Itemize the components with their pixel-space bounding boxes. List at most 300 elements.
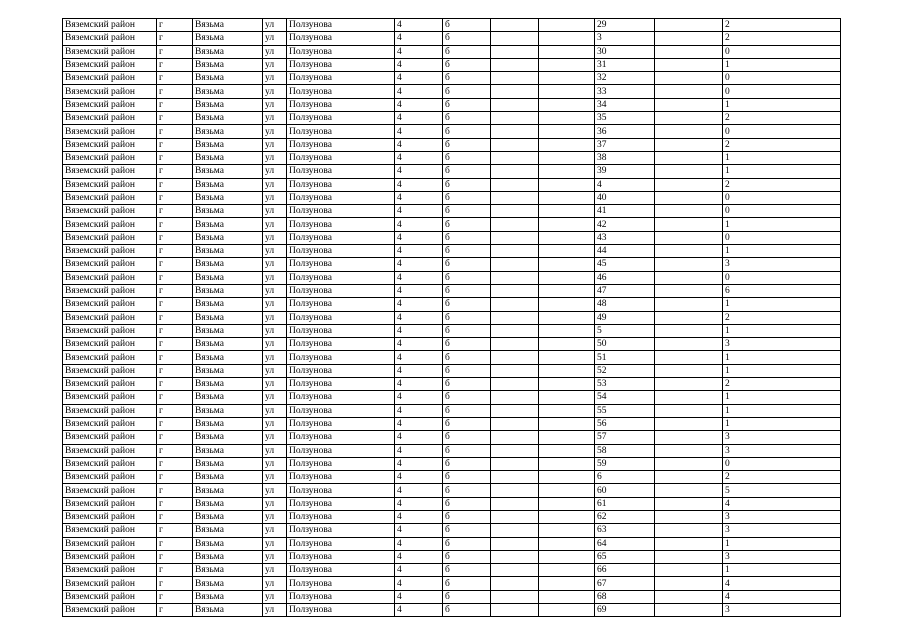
table-row (63, 125, 841, 138)
cell-street-type: ул (263, 98, 287, 111)
cell-count: 0 (723, 191, 841, 204)
cell-locality-type: г (157, 19, 193, 32)
cell-house: 4 (395, 497, 443, 510)
cell-building: б (443, 524, 491, 537)
cell-city: Вязьма (193, 45, 263, 58)
cell-locality-type: г (157, 524, 193, 537)
cell-building: б (443, 324, 491, 337)
cell-locality-type: г (157, 231, 193, 244)
cell-col-9 (539, 19, 595, 32)
cell-col-8 (491, 338, 539, 351)
cell-col-11 (655, 178, 723, 191)
cell-count: 1 (723, 98, 841, 111)
cell-district: Вяземский район (63, 231, 157, 244)
cell-col-9 (539, 338, 595, 351)
cell-col-11 (655, 85, 723, 98)
cell-building: б (443, 245, 491, 258)
table-row (63, 351, 841, 364)
cell-col-8 (491, 258, 539, 271)
cell-city: Вязьма (193, 85, 263, 98)
cell-street-type: ул (263, 258, 287, 271)
cell-count: 0 (723, 271, 841, 284)
cell-locality-type: г (157, 85, 193, 98)
cell-col-11 (655, 45, 723, 58)
cell-col-11 (655, 338, 723, 351)
cell-house: 4 (395, 510, 443, 523)
cell-city: Вязьма (193, 271, 263, 284)
cell-street-type: ул (263, 231, 287, 244)
cell-street-type: ул (263, 417, 287, 430)
cell-count: 2 (723, 32, 841, 45)
cell-city: Вязьма (193, 72, 263, 85)
cell-street: Ползунова (287, 338, 395, 351)
table-row (63, 510, 841, 523)
cell-apartment: 67 (595, 577, 655, 590)
cell-building: б (443, 205, 491, 218)
cell-street-type: ул (263, 298, 287, 311)
cell-col-9 (539, 404, 595, 417)
cell-street-type: ул (263, 191, 287, 204)
cell-street: Ползунова (287, 417, 395, 430)
cell-street-type: ул (263, 510, 287, 523)
cell-locality-type: г (157, 151, 193, 164)
cell-city: Вязьма (193, 378, 263, 391)
table-row (63, 138, 841, 151)
cell-col-11 (655, 138, 723, 151)
cell-district: Вяземский район (63, 351, 157, 364)
cell-locality-type: г (157, 391, 193, 404)
cell-count: 0 (723, 205, 841, 218)
cell-apartment: 48 (595, 298, 655, 311)
cell-col-9 (539, 311, 595, 324)
cell-col-8 (491, 205, 539, 218)
table-row (63, 72, 841, 85)
cell-col-8 (491, 245, 539, 258)
cell-col-8 (491, 378, 539, 391)
cell-building: б (443, 165, 491, 178)
cell-count: 2 (723, 471, 841, 484)
table-row (63, 444, 841, 457)
cell-count: 1 (723, 351, 841, 364)
cell-col-9 (539, 85, 595, 98)
cell-district: Вяземский район (63, 298, 157, 311)
cell-district: Вяземский район (63, 58, 157, 71)
cell-building: б (443, 218, 491, 231)
cell-count: 3 (723, 258, 841, 271)
table-body (63, 19, 841, 617)
cell-col-11 (655, 590, 723, 603)
cell-count: 2 (723, 178, 841, 191)
data-table (62, 18, 841, 617)
cell-col-9 (539, 205, 595, 218)
cell-col-8 (491, 138, 539, 151)
cell-col-8 (491, 218, 539, 231)
cell-col-9 (539, 72, 595, 85)
cell-locality-type: г (157, 590, 193, 603)
cell-count: 1 (723, 391, 841, 404)
table-row (63, 178, 841, 191)
cell-col-11 (655, 524, 723, 537)
cell-city: Вязьма (193, 417, 263, 430)
cell-district: Вяземский район (63, 178, 157, 191)
cell-house: 4 (395, 178, 443, 191)
cell-locality-type: г (157, 404, 193, 417)
cell-locality-type: г (157, 577, 193, 590)
cell-street-type: ул (263, 550, 287, 563)
cell-apartment: 29 (595, 19, 655, 32)
cell-apartment: 30 (595, 45, 655, 58)
cell-building: б (443, 378, 491, 391)
cell-col-8 (491, 32, 539, 45)
cell-house: 4 (395, 112, 443, 125)
cell-apartment: 62 (595, 510, 655, 523)
cell-building: б (443, 604, 491, 617)
cell-col-11 (655, 271, 723, 284)
cell-house: 4 (395, 324, 443, 337)
cell-city: Вязьма (193, 590, 263, 603)
cell-apartment: 55 (595, 404, 655, 417)
table-row (63, 218, 841, 231)
cell-col-11 (655, 550, 723, 563)
cell-house: 4 (395, 417, 443, 430)
cell-apartment: 59 (595, 457, 655, 470)
cell-building: б (443, 550, 491, 563)
cell-city: Вязьма (193, 191, 263, 204)
cell-count: 6 (723, 284, 841, 297)
cell-apartment: 34 (595, 98, 655, 111)
cell-street-type: ул (263, 45, 287, 58)
cell-city: Вязьма (193, 510, 263, 523)
cell-locality-type: г (157, 258, 193, 271)
cell-district: Вяземский район (63, 564, 157, 577)
cell-locality-type: г (157, 338, 193, 351)
cell-locality-type: г (157, 98, 193, 111)
cell-house: 4 (395, 577, 443, 590)
cell-col-11 (655, 324, 723, 337)
cell-district: Вяземский район (63, 550, 157, 563)
cell-count: 3 (723, 550, 841, 563)
cell-col-8 (491, 125, 539, 138)
cell-apartment: 37 (595, 138, 655, 151)
cell-district: Вяземский район (63, 404, 157, 417)
cell-col-8 (491, 590, 539, 603)
cell-street: Ползунова (287, 550, 395, 563)
cell-house: 4 (395, 45, 443, 58)
cell-locality-type: г (157, 218, 193, 231)
cell-district: Вяземский район (63, 537, 157, 550)
cell-col-8 (491, 165, 539, 178)
cell-district: Вяземский район (63, 138, 157, 151)
cell-locality-type: г (157, 112, 193, 125)
cell-apartment: 69 (595, 604, 655, 617)
cell-street: Ползунова (287, 191, 395, 204)
cell-house: 4 (395, 98, 443, 111)
cell-district: Вяземский район (63, 218, 157, 231)
cell-street: Ползунова (287, 524, 395, 537)
cell-street: Ползунова (287, 112, 395, 125)
cell-street: Ползунова (287, 271, 395, 284)
cell-street: Ползунова (287, 537, 395, 550)
cell-city: Вязьма (193, 351, 263, 364)
cell-count: 0 (723, 85, 841, 98)
cell-locality-type: г (157, 298, 193, 311)
cell-street-type: ул (263, 85, 287, 98)
cell-city: Вязьма (193, 364, 263, 377)
cell-district: Вяземский район (63, 125, 157, 138)
cell-building: б (443, 351, 491, 364)
table-row (63, 338, 841, 351)
cell-col-8 (491, 564, 539, 577)
cell-col-11 (655, 577, 723, 590)
table-row (63, 191, 841, 204)
cell-locality-type: г (157, 457, 193, 470)
cell-house: 4 (395, 471, 443, 484)
cell-apartment: 44 (595, 245, 655, 258)
cell-building: б (443, 404, 491, 417)
cell-house: 4 (395, 85, 443, 98)
cell-house: 4 (395, 590, 443, 603)
cell-street-type: ул (263, 218, 287, 231)
cell-house: 4 (395, 125, 443, 138)
cell-building: б (443, 72, 491, 85)
cell-locality-type: г (157, 364, 193, 377)
cell-city: Вязьма (193, 444, 263, 457)
cell-street: Ползунова (287, 58, 395, 71)
cell-col-8 (491, 98, 539, 111)
cell-col-11 (655, 457, 723, 470)
cell-apartment: 65 (595, 550, 655, 563)
table-row (63, 32, 841, 45)
table-row (63, 577, 841, 590)
cell-locality-type: г (157, 471, 193, 484)
cell-col-9 (539, 324, 595, 337)
cell-city: Вязьма (193, 231, 263, 244)
cell-locality-type: г (157, 191, 193, 204)
cell-building: б (443, 311, 491, 324)
cell-locality-type: г (157, 537, 193, 550)
cell-apartment: 57 (595, 431, 655, 444)
cell-street: Ползунова (287, 85, 395, 98)
cell-district: Вяземский район (63, 311, 157, 324)
cell-apartment: 33 (595, 85, 655, 98)
cell-city: Вязьма (193, 138, 263, 151)
cell-city: Вязьма (193, 205, 263, 218)
cell-col-11 (655, 444, 723, 457)
cell-district: Вяземский район (63, 364, 157, 377)
cell-count: 2 (723, 19, 841, 32)
table-row (63, 19, 841, 32)
cell-col-11 (655, 284, 723, 297)
cell-col-9 (539, 298, 595, 311)
cell-col-8 (491, 497, 539, 510)
cell-house: 4 (395, 524, 443, 537)
cell-count: 1 (723, 151, 841, 164)
cell-apartment: 63 (595, 524, 655, 537)
cell-street-type: ул (263, 112, 287, 125)
cell-district: Вяземский район (63, 510, 157, 523)
cell-street: Ползунова (287, 391, 395, 404)
cell-house: 4 (395, 151, 443, 164)
cell-street: Ползунова (287, 604, 395, 617)
cell-locality-type: г (157, 444, 193, 457)
cell-street-type: ул (263, 564, 287, 577)
cell-count: 0 (723, 457, 841, 470)
cell-col-9 (539, 165, 595, 178)
cell-city: Вязьма (193, 338, 263, 351)
cell-col-9 (539, 245, 595, 258)
cell-col-9 (539, 258, 595, 271)
cell-district: Вяземский район (63, 32, 157, 45)
cell-col-8 (491, 58, 539, 71)
cell-city: Вязьма (193, 391, 263, 404)
cell-street: Ползунова (287, 351, 395, 364)
cell-city: Вязьма (193, 311, 263, 324)
cell-street-type: ул (263, 444, 287, 457)
cell-street-type: ул (263, 364, 287, 377)
cell-city: Вязьма (193, 98, 263, 111)
cell-col-11 (655, 125, 723, 138)
cell-building: б (443, 417, 491, 430)
cell-house: 4 (395, 338, 443, 351)
cell-building: б (443, 151, 491, 164)
cell-count: 3 (723, 431, 841, 444)
cell-street-type: ул (263, 165, 287, 178)
cell-count: 1 (723, 58, 841, 71)
cell-building: б (443, 45, 491, 58)
cell-col-9 (539, 112, 595, 125)
cell-col-8 (491, 45, 539, 58)
cell-street-type: ул (263, 284, 287, 297)
cell-street: Ползунова (287, 245, 395, 258)
cell-city: Вязьма (193, 471, 263, 484)
cell-col-11 (655, 484, 723, 497)
cell-house: 4 (395, 537, 443, 550)
cell-district: Вяземский район (63, 151, 157, 164)
cell-col-9 (539, 497, 595, 510)
cell-street-type: ул (263, 138, 287, 151)
cell-city: Вязьма (193, 165, 263, 178)
cell-house: 4 (395, 58, 443, 71)
table-row (63, 391, 841, 404)
cell-locality-type: г (157, 510, 193, 523)
cell-street: Ползунова (287, 564, 395, 577)
table-row (63, 58, 841, 71)
cell-locality-type: г (157, 125, 193, 138)
cell-house: 4 (395, 191, 443, 204)
cell-house: 4 (395, 231, 443, 244)
cell-street-type: ул (263, 311, 287, 324)
cell-house: 4 (395, 391, 443, 404)
cell-col-11 (655, 378, 723, 391)
cell-count: 1 (723, 417, 841, 430)
table-row (63, 112, 841, 125)
cell-locality-type: г (157, 497, 193, 510)
cell-building: б (443, 191, 491, 204)
cell-building: б (443, 284, 491, 297)
cell-count: 1 (723, 564, 841, 577)
cell-col-9 (539, 391, 595, 404)
cell-locality-type: г (157, 284, 193, 297)
cell-street: Ползунова (287, 298, 395, 311)
cell-col-8 (491, 72, 539, 85)
cell-building: б (443, 231, 491, 244)
cell-district: Вяземский район (63, 271, 157, 284)
cell-district: Вяземский район (63, 165, 157, 178)
cell-street-type: ул (263, 577, 287, 590)
cell-col-9 (539, 537, 595, 550)
cell-apartment: 42 (595, 218, 655, 231)
cell-col-8 (491, 550, 539, 563)
cell-street-type: ул (263, 431, 287, 444)
cell-district: Вяземский район (63, 205, 157, 218)
table-row (63, 404, 841, 417)
cell-locality-type: г (157, 417, 193, 430)
cell-district: Вяземский район (63, 284, 157, 297)
cell-street: Ползунова (287, 364, 395, 377)
cell-count: 0 (723, 125, 841, 138)
cell-house: 4 (395, 378, 443, 391)
cell-col-9 (539, 604, 595, 617)
cell-house: 4 (395, 311, 443, 324)
cell-locality-type: г (157, 245, 193, 258)
cell-col-11 (655, 311, 723, 324)
cell-district: Вяземский район (63, 245, 157, 258)
cell-street: Ползунова (287, 444, 395, 457)
cell-count: 4 (723, 577, 841, 590)
cell-building: б (443, 58, 491, 71)
table-row (63, 417, 841, 430)
cell-street: Ползунова (287, 471, 395, 484)
table-row (63, 457, 841, 470)
cell-street-type: ул (263, 604, 287, 617)
cell-street: Ползунова (287, 138, 395, 151)
cell-district: Вяземский район (63, 391, 157, 404)
cell-col-11 (655, 351, 723, 364)
cell-street-type: ул (263, 19, 287, 32)
cell-street: Ползунова (287, 457, 395, 470)
cell-street-type: ул (263, 471, 287, 484)
cell-apartment: 58 (595, 444, 655, 457)
cell-col-9 (539, 45, 595, 58)
cell-street: Ползунова (287, 404, 395, 417)
cell-locality-type: г (157, 271, 193, 284)
table-row (63, 550, 841, 563)
cell-street-type: ул (263, 378, 287, 391)
cell-house: 4 (395, 564, 443, 577)
cell-apartment: 36 (595, 125, 655, 138)
cell-street: Ползунова (287, 32, 395, 45)
cell-apartment: 3 (595, 32, 655, 45)
cell-col-11 (655, 58, 723, 71)
cell-col-9 (539, 364, 595, 377)
cell-col-9 (539, 138, 595, 151)
cell-locality-type: г (157, 205, 193, 218)
cell-col-11 (655, 32, 723, 45)
cell-locality-type: г (157, 431, 193, 444)
cell-city: Вязьма (193, 577, 263, 590)
cell-col-8 (491, 471, 539, 484)
table-row (63, 165, 841, 178)
cell-house: 4 (395, 364, 443, 377)
cell-street-type: ул (263, 497, 287, 510)
cell-col-8 (491, 417, 539, 430)
cell-col-8 (491, 112, 539, 125)
cell-district: Вяземский район (63, 444, 157, 457)
table-row (63, 284, 841, 297)
cell-street-type: ул (263, 404, 287, 417)
table-row (63, 378, 841, 391)
cell-locality-type: г (157, 604, 193, 617)
